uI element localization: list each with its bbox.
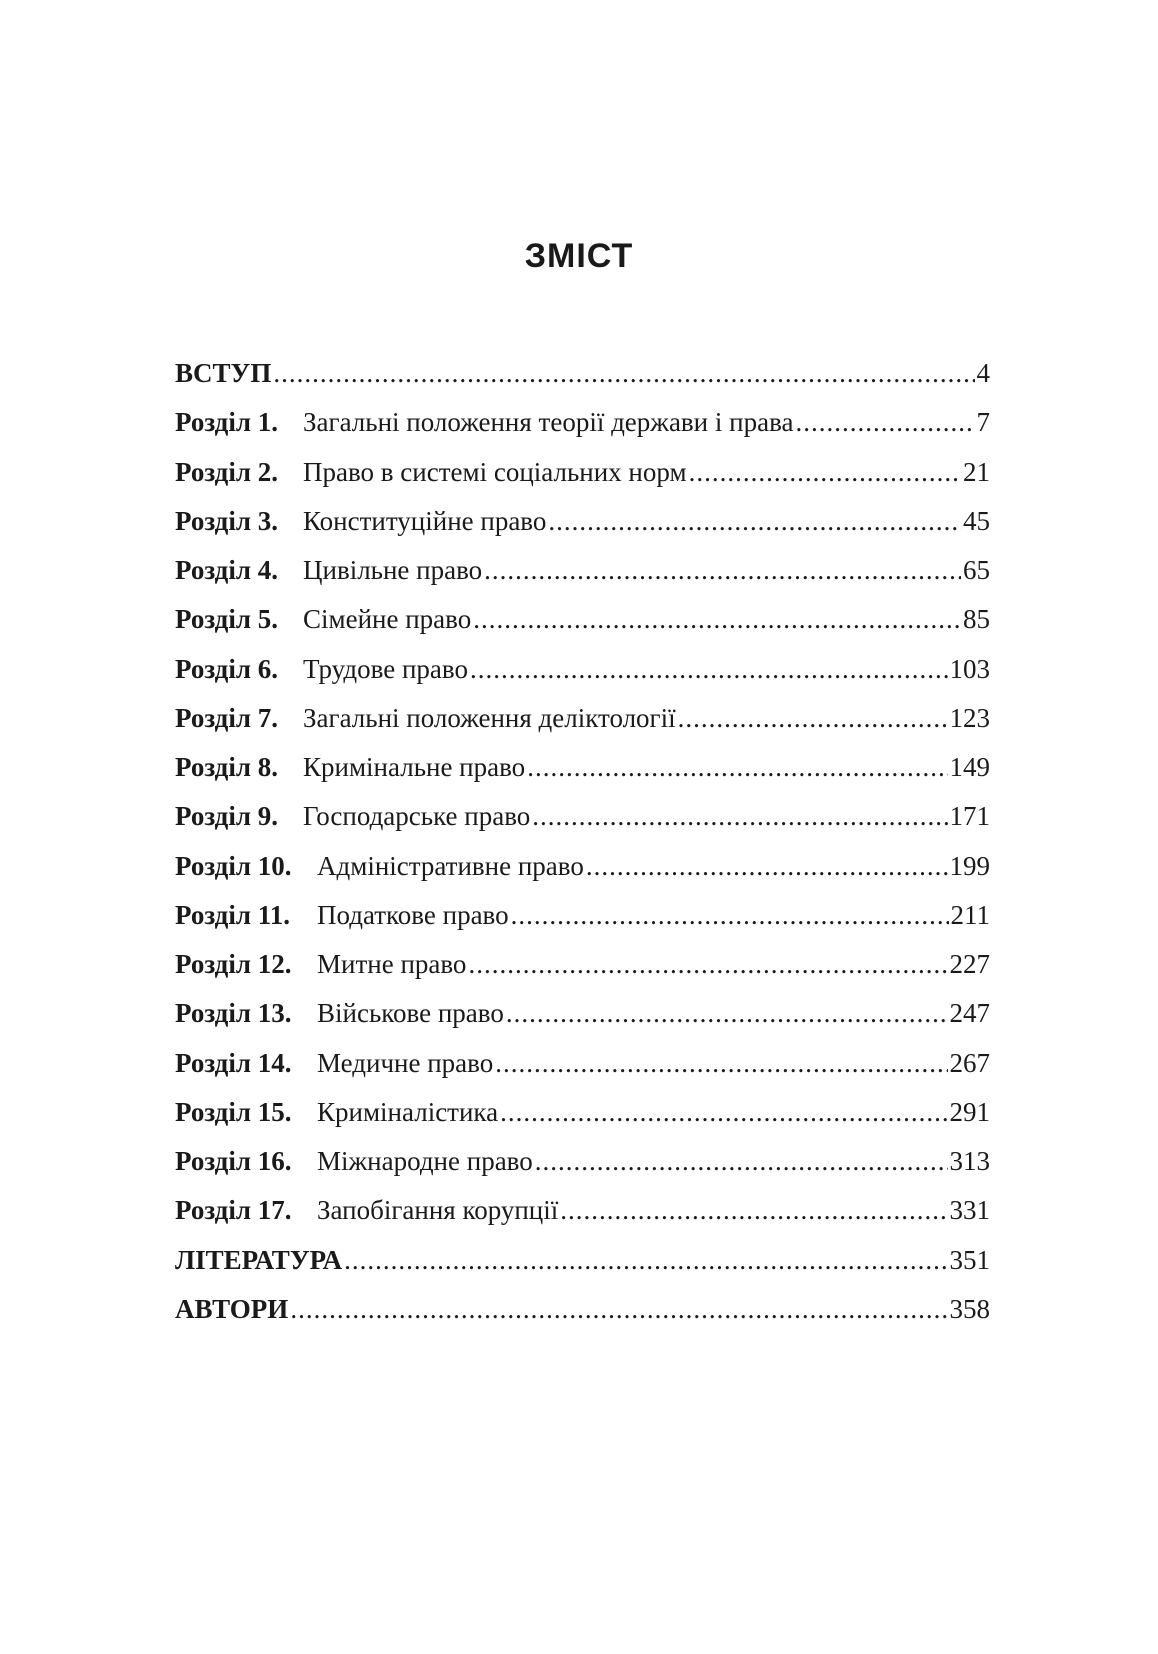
toc-entry-section-17[interactable] [175, 1193, 990, 1242]
toc-page-number: 149 [949, 752, 990, 782]
toc-page-number: 331 [949, 1195, 990, 1226]
toc-entry-label: Розділ 6. [175, 653, 278, 684]
toc-entry-label: Розділ 16. [175, 1146, 292, 1176]
toc-entry-section-14[interactable] [175, 1046, 990, 1095]
dot-leader [678, 701, 948, 735]
dot-leader [500, 1095, 947, 1129]
toc-page-number: 199 [949, 850, 990, 881]
toc-entry-title: Господарське право [303, 801, 531, 832]
dot-leader [586, 849, 948, 883]
toc-entry-section-5[interactable] [175, 602, 990, 651]
toc-page-number: 227 [949, 949, 990, 979]
dot-leader [527, 750, 947, 784]
toc-entry-section-8[interactable] [175, 750, 990, 799]
toc-page-number: 85 [963, 604, 990, 635]
dot-leader [273, 356, 974, 390]
toc-entry-label: Розділ 17. [175, 1195, 292, 1226]
toc-entry-title: Митне право [317, 949, 467, 979]
toc-page-number: 21 [963, 456, 990, 487]
toc-entry-section-15[interactable] [175, 1095, 990, 1144]
toc-entry-label: Розділ 2. [175, 456, 278, 487]
toc-entry-label: Розділ 5. [175, 604, 278, 635]
toc-entry-authors[interactable] [175, 1292, 990, 1341]
toc-page-number: 267 [949, 1047, 990, 1078]
toc-entry-section-13[interactable] [175, 996, 990, 1045]
toc-entry-label: ВСТУП [175, 358, 272, 388]
toc-page-number: 358 [949, 1293, 990, 1324]
toc-entry-label: Розділ 4. [175, 555, 278, 585]
toc-entry-section-11[interactable] [175, 898, 990, 947]
toc-entry-section-2[interactable] [175, 455, 990, 504]
toc-page-number: 65 [963, 555, 990, 585]
toc-page-number: 313 [949, 1146, 990, 1176]
toc-entry-title: Загальні положення деліктології [303, 702, 676, 733]
toc-entry-literature[interactable] [175, 1243, 990, 1292]
toc-entry-title: Податкове право [317, 899, 509, 930]
toc-entry-title: Трудове право [303, 653, 468, 684]
page-title: ЗМІСТ [524, 237, 634, 275]
dot-leader [344, 1243, 947, 1277]
toc-entry-label: Розділ 7. [175, 702, 278, 733]
toc-entry-title: Запобігання корупції [317, 1195, 559, 1226]
toc-entry-title: Міжнародне право [317, 1146, 533, 1176]
toc-page-number: 4 [976, 358, 990, 388]
dot-leader [506, 996, 948, 1030]
dot-leader [689, 455, 961, 489]
toc-entry-label: Розділ 1. [175, 407, 278, 438]
dot-leader [473, 602, 961, 636]
toc-page-number: 123 [949, 702, 990, 733]
toc-entry-label: АВТОРИ [175, 1293, 289, 1324]
toc-entry-section-1[interactable] [175, 405, 990, 454]
toc-entry-section-7[interactable] [175, 701, 990, 750]
toc-entry-label: Розділ 12. [175, 949, 292, 979]
toc-entry-label: Розділ 3. [175, 505, 278, 536]
toc-entry-title: Право в системі соціальних норм [303, 456, 687, 487]
toc-entry-intro[interactable] [175, 356, 990, 405]
toc-entry-label: Розділ 13. [175, 998, 292, 1029]
dot-leader [495, 1046, 947, 1080]
dot-leader [535, 1144, 948, 1178]
toc-page-number: 103 [949, 653, 990, 684]
toc-entry-label: ЛІТЕРАТУРА [175, 1244, 343, 1275]
toc-page-number: 247 [949, 998, 990, 1029]
toc-entry-label: Розділ 15. [175, 1096, 292, 1127]
toc-entry-label: Розділ 9. [175, 801, 278, 832]
toc-page-number: 7 [976, 407, 990, 438]
toc-page-number: 45 [963, 505, 990, 536]
table-of-contents [175, 356, 990, 1341]
dot-leader [795, 405, 974, 439]
toc-entry-title: Конституційне право [303, 505, 547, 536]
dot-leader [470, 652, 948, 686]
toc-entry-title: Кримінальне право [303, 752, 526, 782]
toc-entry-label: Розділ 8. [175, 752, 278, 782]
dot-leader [290, 1292, 947, 1326]
toc-entry-title: Цивільне право [303, 555, 483, 585]
toc-entry-label: Розділ 11. [175, 899, 291, 930]
toc-entry-section-12[interactable] [175, 947, 990, 996]
toc-entry-title: Військове право [317, 998, 504, 1029]
toc-entry-title: Загальні положення теорії держави і права [303, 407, 794, 438]
toc-page-number: 351 [949, 1244, 990, 1275]
dot-leader [468, 947, 947, 981]
dot-leader [560, 1193, 947, 1227]
toc-entry-section-9[interactable] [175, 799, 990, 848]
toc-entry-section-4[interactable] [175, 553, 990, 602]
toc-entry-title: Адміністративне право [317, 850, 584, 881]
toc-entry-title: Сімейне право [303, 604, 472, 635]
dot-leader [548, 504, 961, 538]
toc-entry-section-10[interactable] [175, 849, 990, 898]
toc-page-number: 211 [950, 899, 990, 930]
toc-entry-title: Криміналістика [317, 1096, 499, 1127]
toc-entry-label: Розділ 14. [175, 1047, 292, 1078]
toc-entry-label: Розділ 10. [175, 850, 292, 881]
dot-leader [484, 553, 961, 587]
dot-leader [532, 799, 947, 833]
toc-page-number: 171 [949, 801, 990, 832]
dot-leader [511, 898, 949, 932]
toc-entry-section-6[interactable] [175, 652, 990, 701]
toc-entry-section-3[interactable] [175, 504, 990, 553]
toc-page-number: 291 [949, 1096, 990, 1127]
toc-entry-title: Медичне право [317, 1047, 494, 1078]
toc-entry-section-16[interactable] [175, 1144, 990, 1193]
